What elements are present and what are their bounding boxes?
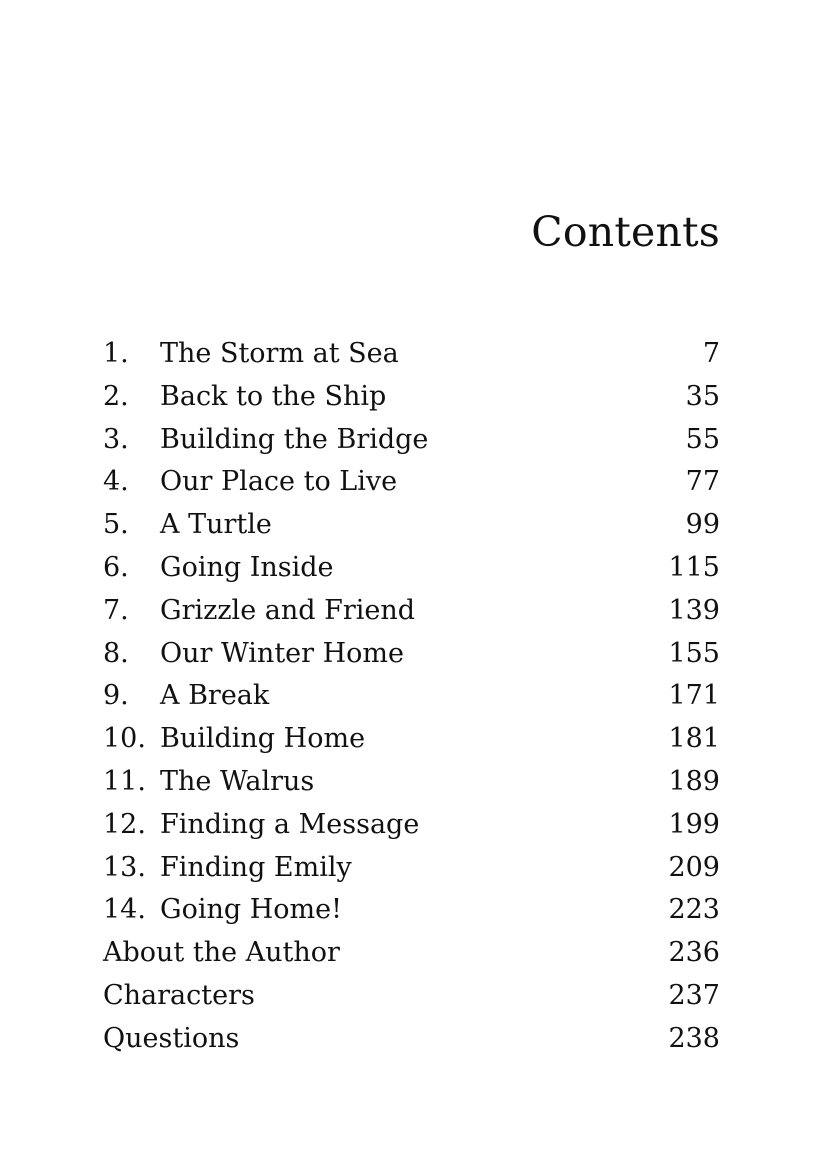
chapter-number: 13.: [103, 851, 146, 883]
chapter-number: 1.: [103, 338, 129, 369]
page-number: 35: [685, 380, 720, 412]
toc-entry: [103, 504, 720, 547]
page-number: 171: [668, 680, 720, 712]
chapter-title: Finding Emily: [160, 851, 352, 883]
toc-entry: [103, 547, 720, 590]
toc-entry: [103, 633, 720, 676]
page-number: 139: [668, 594, 720, 626]
table-of-contents: [103, 333, 720, 1061]
toc-entry: [103, 333, 720, 376]
toc-entry: [103, 675, 720, 718]
toc-back-matter-entry: [103, 1018, 720, 1061]
chapter-number: 12.: [103, 808, 146, 840]
page-number: 77: [685, 466, 720, 498]
toc-entry: [103, 590, 720, 633]
chapter-title: The Walrus: [160, 765, 315, 797]
page-number: 238: [668, 1022, 720, 1054]
toc-entry: [103, 761, 720, 804]
chapter-title: The Storm at Sea: [160, 338, 399, 369]
chapter-number: 2.: [103, 380, 129, 412]
chapter-title: Grizzle and Friend: [160, 594, 416, 626]
page-number: 223: [668, 894, 720, 926]
contents-heading: Contents: [531, 208, 720, 256]
chapter-title: Building the Bridge: [160, 423, 429, 455]
chapter-number: 6.: [103, 551, 129, 583]
toc-entry: [103, 804, 720, 847]
toc-entry: [103, 419, 720, 462]
toc-entry: [103, 376, 720, 419]
toc-entry: [103, 461, 720, 504]
page-number: 199: [668, 808, 720, 840]
chapter-title: Back to the Ship: [160, 380, 387, 412]
back-matter-title: Characters: [103, 979, 255, 1011]
page-number: 237: [668, 979, 720, 1011]
chapter-number: 3.: [103, 423, 129, 455]
page-number: 181: [668, 723, 720, 755]
chapter-number: 4.: [103, 466, 129, 498]
back-matter-title: Questions: [103, 1022, 240, 1054]
chapter-number: 5.: [103, 509, 129, 541]
toc-entry: [103, 847, 720, 890]
toc-entry: [103, 718, 720, 761]
chapter-number: 8.: [103, 637, 129, 669]
chapter-number: 14.: [103, 894, 146, 926]
toc-back-matter-entry: [103, 975, 720, 1018]
page-number: 155: [668, 637, 720, 669]
page-number: 55: [685, 423, 720, 455]
page-number: 209: [668, 851, 720, 883]
page-number: 236: [668, 937, 720, 969]
chapter-title: Our Winter Home: [160, 637, 405, 669]
chapter-title: Our Place to Live: [160, 466, 398, 498]
toc-entry: [103, 889, 720, 932]
chapter-number: 7.: [103, 594, 129, 626]
page-number: 189: [668, 765, 720, 797]
chapter-number: 10.: [103, 723, 146, 755]
chapter-title: Finding a Message: [160, 808, 420, 840]
back-matter-title: About the Author: [103, 937, 340, 969]
page-number: 7: [702, 338, 720, 369]
chapter-title: Going Home!: [160, 894, 342, 926]
toc-back-matter-entry: [103, 932, 720, 975]
page-number: 99: [685, 509, 720, 541]
chapter-number: 9.: [103, 680, 129, 712]
chapter-title: Building Home: [160, 723, 366, 755]
chapter-title: Going Inside: [160, 551, 334, 583]
chapter-title: A Turtle: [160, 509, 272, 541]
page-number: 115: [668, 551, 720, 583]
chapter-title: A Break: [160, 680, 270, 712]
chapter-number: 11.: [103, 765, 146, 797]
